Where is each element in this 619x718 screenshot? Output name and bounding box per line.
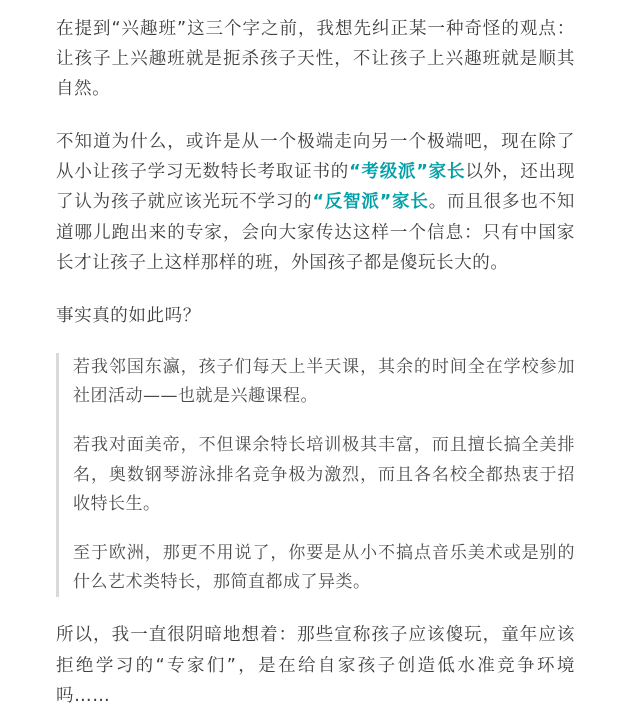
paragraph-2 — [56, 127, 575, 277]
rhetorical-question: 事实真的如此吗？ — [56, 305, 201, 326]
paragraph-2-segment-1: 不知道为什么，或许是从一个极端走向另一个极端吧，现在除了从小让孩子学习无数特长考取证书的 — [56, 132, 575, 183]
paragraph-closing: 所以，我一直很阴暗地想着：那些宣称孩子应该傻玩，童年应该拒绝学习的“专家们”，是在给自家孩子创造低水准竞争环境吗…… — [56, 625, 575, 706]
quote-block — [56, 353, 575, 598]
highlight-phrase-1: “考级派”家长 — [349, 162, 466, 183]
quote-item-2: 若我对面美帝，不但课余特长培训极其丰富，而且擅长搞全美排名，奥数钢琴游泳排名竞争极为激烈，而且各名校全都热衷于招收特长生。 — [73, 435, 575, 514]
quote-item-1: 若我邻国东瀛，孩子们每天上半天课，其余的时间全在学校参加社团活动——也就是兴趣课程。 — [73, 356, 575, 407]
quote-item-3: 至于欧洲，那更不用说了，你要是从小不搞点音乐美术或是别的什么艺术类特长，那简直都成了异类。 — [73, 543, 575, 593]
highlight-phrase-2: “反智派”家长 — [312, 192, 429, 213]
paragraph-1: 在提到“兴趣班”这三个字之前，我想先纠正某一种奇怪的观点：让孩子上兴趣班就是扼杀孩子天性，不让孩子上兴趣班就是顺其自然。 — [56, 19, 575, 100]
paragraph-2-segment-2: 以外，还出现了认为孩子就应该光玩不学习的 — [56, 162, 575, 213]
paragraph-2-segment-3: 。而且很多也不知道哪儿跑出来的专家，会向大家传达这样一个信息：只有中国家长才让孩子上这样那样的班，外国孩子都是傻玩长大的。 — [56, 192, 576, 273]
